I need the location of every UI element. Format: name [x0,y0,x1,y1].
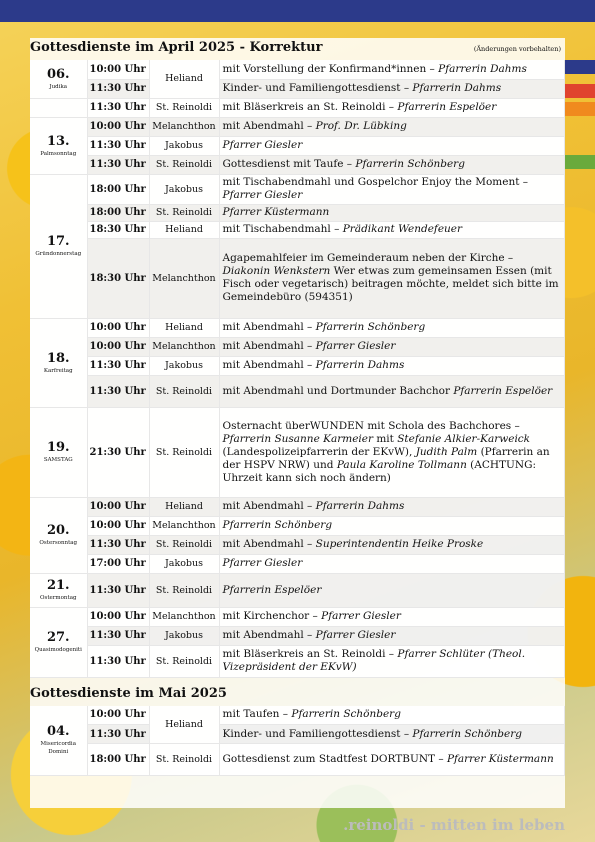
church-location: Melanchthon [149,337,219,356]
person-name: Pfarrer Giesler [222,139,303,151]
description-text: mit Abendmahl – [222,500,316,512]
description-text: mit Bläserkreis an St. Reinoldi – [222,101,398,113]
day-cell [30,706,87,776]
service-description [219,645,565,677]
day-cell [30,60,87,98]
day-cell [30,407,87,497]
schedule-row [30,407,565,497]
service-time: 11:30 Uhr [87,155,149,174]
schedule-row [30,136,565,155]
schedule-row [30,174,565,204]
description-text: Wer etwas zum gemeinsamen Essen (mit Fisch oder vegetarisch) beitragen möchte, meldet sich bitte im Gemeindebüro (594351) [222,265,559,303]
day-name: Ostersonntag [39,540,78,546]
stripe-green [565,155,595,169]
service-description [219,221,565,238]
day-number: 13. [46,133,70,149]
service-time: 11:30 Uhr [87,626,149,645]
church-location: St. Reinoldi [149,535,219,554]
stripe-red [565,84,595,98]
description-text: mit Abendmahl – [222,120,316,132]
description-text: mit Vorstellung der Konfirmand*innen – [222,62,439,75]
description-text: Kinder- und Familiengottesdienst – [222,727,413,740]
description-text: mit Abendmahl – [222,340,316,352]
person-name: Paula Karoline Tollmann [336,458,467,471]
description-text: mit Abendmahl – [222,321,316,333]
person-name: Pfarrerin Schönberg [355,158,465,170]
service-time: 11:30 Uhr [87,375,149,407]
april-header [30,38,565,60]
church-location: St. Reinoldi [149,375,219,407]
description-text: mit Abendmahl – [222,629,316,641]
stripe-blue [565,60,595,74]
day-name: SAMSTAG [43,457,73,463]
church-location: Jakobus [149,136,219,155]
service-time: 10:00 Uhr [87,706,149,725]
schedule-row [30,497,565,516]
service-description [219,375,565,407]
footer-slogan: .reinoldi - mitten im leben [343,816,565,834]
schedule-row [30,607,565,626]
schedule-row [30,725,565,744]
service-description [219,174,565,204]
service-time: 11:30 Uhr [87,535,149,554]
person-name: Pfarrerin Dahms [315,500,405,512]
schedule-row [30,516,565,535]
service-time: 10:00 Uhr [87,117,149,136]
description-text: mit Kirchenchor – [222,610,322,622]
service-time: 17:00 Uhr [87,554,149,573]
service-description [219,318,565,337]
service-description [219,60,565,79]
church-location: Jakobus [149,626,219,645]
schedule-row [30,98,565,117]
schedule-row [30,79,565,98]
church-location: Melanchthon [149,516,219,535]
service-time: 10:00 Uhr [87,337,149,356]
description-text: (ACHTUNG: Uhrzeit kann sich noch ändern) [222,458,537,484]
service-time: 18:30 Uhr [87,221,149,238]
schedule-row [30,117,565,136]
april-table [30,60,565,678]
schedule-row [30,573,565,607]
service-description [219,706,565,725]
stripe-orange [565,102,595,116]
church-location: Heliand [149,497,219,516]
church-location: St. Reinoldi [149,98,219,117]
person-name: Pfarrerin Schönberg [291,708,401,721]
church-location: Jakobus [149,554,219,573]
may-title: Gottesdienste im Mai 2025 [30,685,227,701]
description-text: (Landespolizeipfarrerin der EKvW), [222,445,416,458]
person-name: Pfarrer Giesler [315,629,396,641]
service-description [219,79,565,98]
schedule-panel [30,38,565,808]
service-time: 11:30 Uhr [87,573,149,607]
service-description [219,744,565,776]
person-name: Pfarrer Küstermann [446,753,554,765]
church-location: St. Reinoldi [149,155,219,174]
church-location: Melanchthon [149,117,219,136]
day-cell [30,318,87,407]
top-bar [0,0,595,22]
description-text: mit Bläserkreis an St. Reinoldi – [222,648,398,660]
day-number: 20. [46,523,70,538]
person-name: Pfarrerin Schönberg [412,727,522,740]
service-time: 10:00 Uhr [87,607,149,626]
church-location: St. Reinoldi [149,204,219,221]
day-cell [30,573,87,607]
day-number: 18. [46,350,70,366]
schedule-row [30,318,565,337]
day-name: Palmsonntag [40,150,77,157]
person-name: Pfarrerin Espelöer [397,101,497,113]
person-name: Pfarrerin Susanne Karmeier [222,432,374,445]
day-number: 19. [46,440,70,455]
schedule-row [30,337,565,356]
service-description [219,136,565,155]
description-text: mit Abendmahl – [222,538,316,550]
day-name: Karfreitag [43,367,73,374]
person-name: Pfarrerin Dahms [412,82,502,94]
person-name: Pfarrerin Espelöer [453,384,553,397]
church-location: St. Reinoldi [149,573,219,607]
service-time: 11:30 Uhr [87,79,149,98]
day-name: Misericordia Domini [40,741,76,756]
service-time: 10:00 Uhr [87,516,149,535]
description-text: Kinder- und Familiengottesdienst – [222,82,413,94]
day-name: Judika [49,83,68,90]
person-name: Pfarrerin Schönberg [315,321,426,333]
service-time: 11:30 Uhr [87,725,149,744]
church-location: St. Reinoldi [149,645,219,677]
day-cell [30,497,87,573]
church-location: Jakobus [149,174,219,204]
person-name: Judith Palm [415,445,478,458]
service-description [219,626,565,645]
schedule-row [30,155,565,174]
service-description [219,497,565,516]
person-name: Diakonin Wenkstern [222,265,331,277]
person-name: Pfarrerin Dahms [438,62,527,75]
schedule-row [30,238,565,318]
church-location: St. Reinoldi [149,744,219,776]
person-name: Pfarrer Giesler [315,340,396,352]
person-name: Prof. Dr. Lübking [315,120,407,132]
description-text: Osternacht überWUNDEN mit Schola des Bachchores – [222,419,520,432]
day-cell [30,607,87,677]
schedule-row [30,221,565,238]
schedule-row [30,535,565,554]
day-number: 27. [46,630,70,645]
service-description [219,356,565,375]
service-time: 18:00 Uhr [87,204,149,221]
person-name: Pfarrer Küstermann [222,206,330,218]
schedule-row [30,375,565,407]
person-name: (Theol. Vizepräsident der EKvW) [222,648,526,673]
person-name: Pfarrer Giesler [222,189,303,201]
service-description [219,407,565,497]
description-text: Agapemahlfeier im Gemeinderaum neben der Kirche – [222,252,514,264]
description-text: mit Taufen – [222,708,292,721]
church-location: Melanchthon [149,238,219,318]
service-description [219,155,565,174]
schedule-row [30,626,565,645]
day-cell [30,98,87,117]
description-text: mit Tischabendmahl – [222,223,343,235]
changes-note: (Änderungen vorbehalten) [473,45,561,53]
service-description [219,573,565,607]
schedule-row [30,645,565,677]
person-name: Prädikant Wendefeuer [342,223,463,235]
day-number: 04. [46,724,70,740]
service-description [219,204,565,221]
service-time: 10:00 Uhr [87,318,149,337]
person-name: Pfarrer Schlüter [397,648,485,660]
person-name: Pfarrer Giesler [321,610,401,622]
service-description [219,98,565,117]
day-number: 06. [46,66,70,82]
church-location: St. Reinoldi [149,407,219,497]
schedule-row [30,60,565,79]
description-text: Gottesdienst mit Taufe – [222,158,356,170]
day-cell [30,174,87,318]
service-time: 18:30 Uhr [87,238,149,318]
service-time: 18:00 Uhr [87,744,149,776]
day-name: Quasimodogeniti [34,647,82,653]
person-name: Pfarrer Giesler [222,557,303,569]
service-description [219,725,565,744]
may-header [30,684,565,706]
day-cell [30,117,87,174]
day-number: 17. [46,234,70,249]
description-text: mit Tischabendmahl und Gospelchor Enjoy the Moment – [222,176,529,188]
service-description [219,337,565,356]
description-text: Gottesdienst zum Stadtfest DORTBUNT – [222,753,447,765]
church-location: Heliand [149,60,219,98]
schedule-row [30,744,565,776]
church-location: Jakobus [149,356,219,375]
church-location: Heliand [149,221,219,238]
description-text: mit [373,432,398,445]
person-name: Pfarrerin Schönberg [222,519,333,531]
church-location: Heliand [149,706,219,744]
schedule-row [30,356,565,375]
schedule-row [30,554,565,573]
description-text: mit Abendmahl und Dortmunder Bachchor [222,384,454,397]
church-location: Heliand [149,318,219,337]
day-number: 21. [46,578,70,593]
person-name: Pfarrerin Espelöer [222,583,322,596]
description-text: (Pfarrerin an der HSPV NRW) und [222,445,550,471]
person-name: Superintendentin Heike Proske [315,538,484,550]
person-name: Pfarrerin Dahms [315,359,405,371]
service-time: 11:30 Uhr [87,98,149,117]
april-title: Gottesdienste im April 2025 - Korrektur [30,40,323,55]
service-description [219,607,565,626]
day-name: Ostermontag [39,595,77,601]
service-time: 11:30 Uhr [87,356,149,375]
service-time: 10:00 Uhr [87,497,149,516]
schedule-row [30,204,565,221]
service-time: 11:30 Uhr [87,645,149,677]
church-location: Melanchthon [149,607,219,626]
service-time: 11:30 Uhr [87,136,149,155]
day-name: Gründonnerstag [35,251,82,257]
description-text: mit Abendmahl – [222,359,316,371]
service-time: 10:00 Uhr [87,60,149,79]
service-time: 21:30 Uhr [87,407,149,497]
service-description [219,535,565,554]
person-name: Stefanie Alkier-Karweick [397,432,531,445]
service-time: 18:00 Uhr [87,174,149,204]
service-description [219,554,565,573]
schedule-row [30,706,565,725]
service-description [219,516,565,535]
may-table [30,706,565,777]
service-description [219,238,565,318]
service-description [219,117,565,136]
